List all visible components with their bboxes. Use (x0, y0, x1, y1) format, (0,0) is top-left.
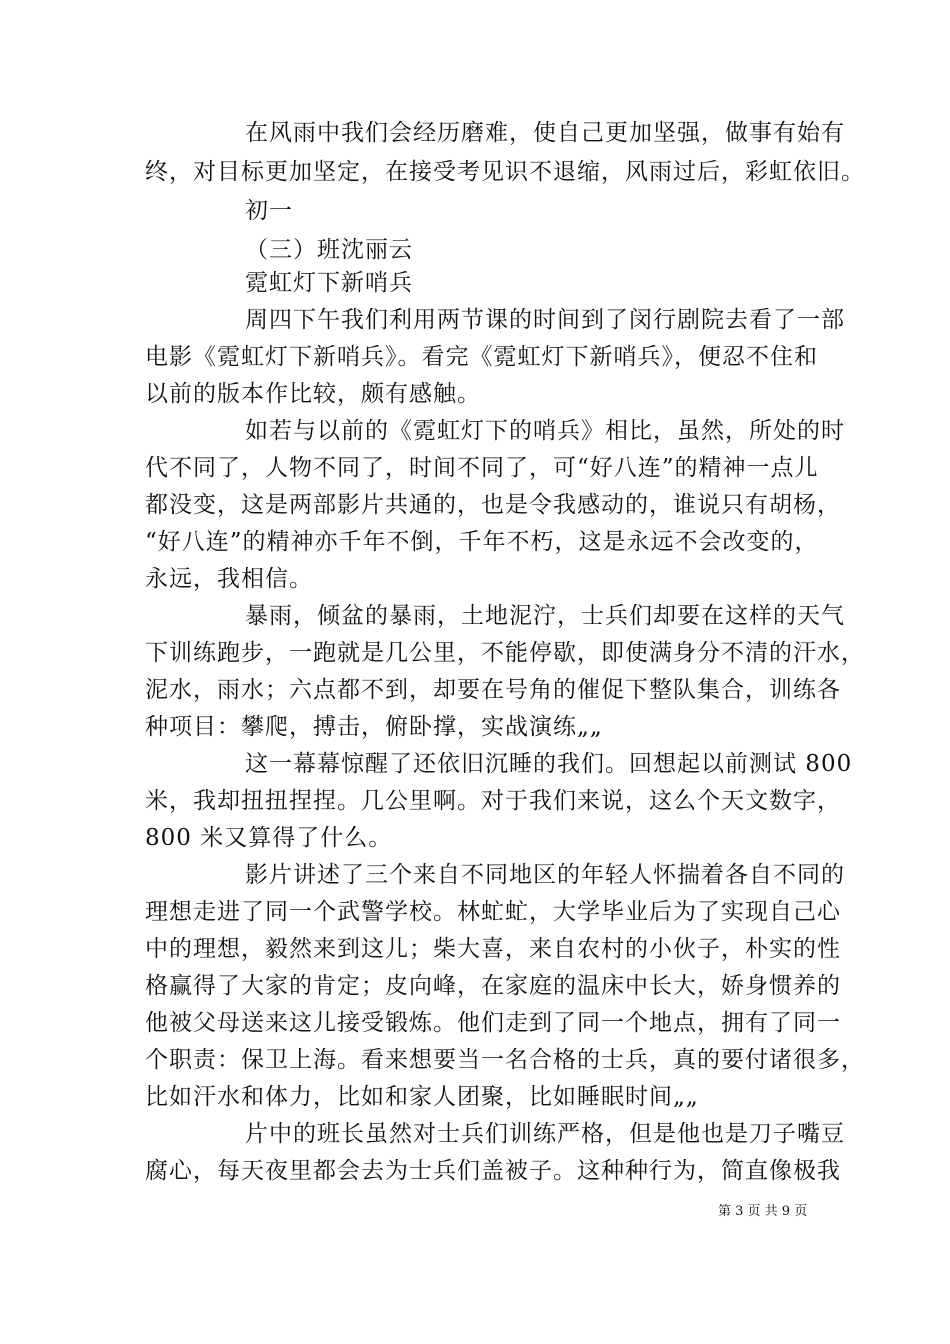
body-line: 泥水，雨水；六点都不到，却要在号角的催促下整队集合，训练各 (145, 677, 841, 703)
body-line: 如若与以前的《霓虹灯下的哨兵》相比，虽然，所处的时 (245, 418, 845, 444)
body-line: 比如汗水和体力，比如和家人团聚，比如睡眠时间„„ (145, 1084, 699, 1110)
body-line: 以前的版本作比较，颇有感触。 (145, 381, 481, 407)
body-line: 在风雨中我们会经历磨难，使自己更加坚强，做事有始有 (245, 120, 845, 146)
body-line: 片中的班长虽然对士兵们训练严格，但是他也是刀子嘴豆 (245, 1121, 845, 1147)
page-number: 第 3 页 共 9 页 (718, 1204, 808, 1219)
body-line: 影片讲述了三个来自不同地区的年轻人怀揣着各自不同的 (245, 862, 845, 888)
body-line: 个职责：保卫上海。看来想要当一名合格的士兵，真的要付诸很多， (145, 1047, 865, 1073)
body-line: 格赢得了大家的肯定；皮向峰，在家庭的温床中长大，娇身惯养的 (145, 973, 841, 999)
body-line: 周四下午我们利用两节课的时间到了闵行剧院去看了一部 (245, 307, 845, 333)
body-line: 理想走进了同一个武警学校。林虻虻，大学毕业后为了实现自己心 (145, 899, 841, 925)
body-line: 暴雨，倾盆的暴雨，土地泥泞，士兵们却要在这样的天气 (245, 603, 845, 629)
body-line: “好八连”的精神亦千年不倒，千年不朽，这是永远不会改变的， (145, 529, 819, 555)
body-line: 这一幕幕惊醒了还依旧沉睡的我们。回想起以前测试 800 (245, 751, 853, 777)
author-line: （三）班沈丽云 (245, 237, 413, 263)
body-line: 下训练跑步，一跑就是几公里，不能停歇，即使满身分不清的汗水， (145, 640, 865, 666)
body-line: 电影《霓虹灯下新哨兵》。看完《霓虹灯下新哨兵》，便忍不住和 (145, 344, 818, 370)
body-line: 种项目：攀爬，搏击，俯卧撑，实战演练„„ (145, 714, 603, 740)
body-line: 他被父母送来这儿接受锻炼。他们走到了同一个地点，拥有了同一 (145, 1010, 841, 1036)
body-line: 800 米又算得了什么。 (145, 825, 393, 851)
body-line: 中的理想，毅然来到这儿；柴大喜，来自农村的小伙子，朴实的性 (145, 936, 841, 962)
body-line: 腐心，每天夜里都会去为士兵们盖被子。这种种行为，简直像极我 (145, 1158, 841, 1184)
body-line: 代不同了，人物不同了，时间不同了，可“好八连”的精神一点儿 (145, 455, 819, 481)
essay-title: 霓虹灯下新哨兵 (245, 270, 413, 296)
body-line: 米，我却扭扭捏捏。几公里啊。对于我们来说，这么个天文数字， (145, 788, 841, 814)
body-line: 终，对目标更加坚定，在接受考见识不退缩，风雨过后，彩虹依旧。 (145, 159, 865, 185)
class-grade: 初一 (245, 198, 293, 224)
body-line: 都没变，这是两部影片共通的，也是令我感动的，谁说只有胡杨， (145, 492, 841, 518)
body-line: 永远，我相信。 (145, 566, 313, 592)
